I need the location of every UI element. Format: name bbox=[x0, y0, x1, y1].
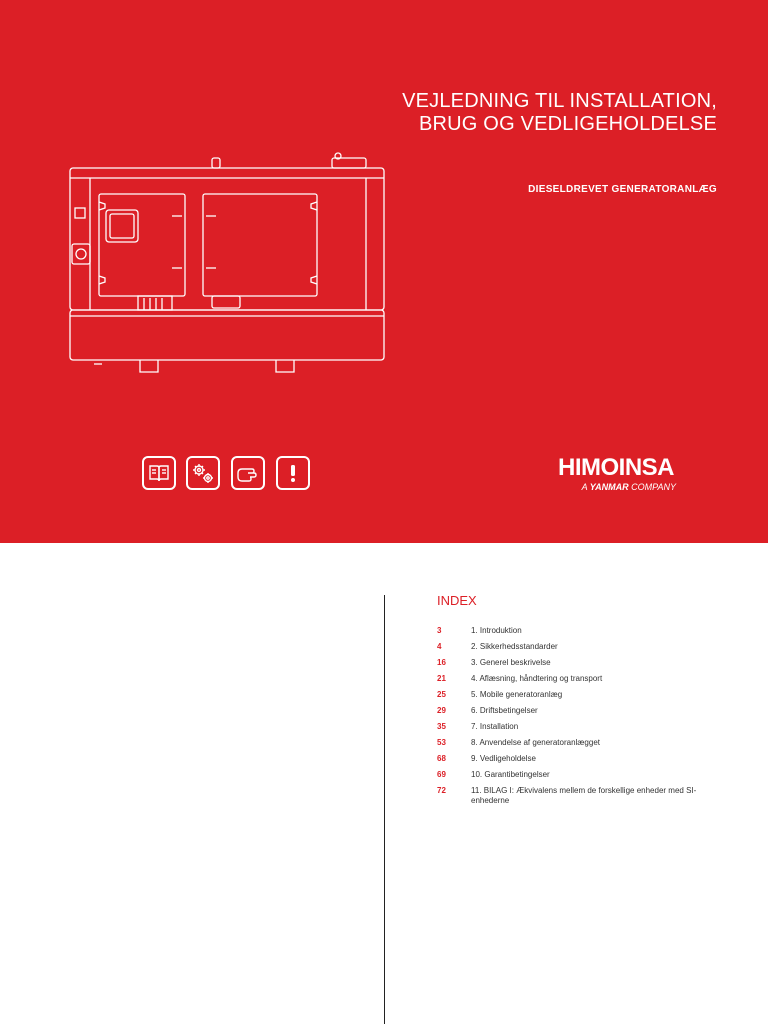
column-divider bbox=[384, 595, 385, 1024]
tagline-prefix: A bbox=[581, 482, 588, 492]
toc-label: 7. Installation bbox=[471, 722, 519, 731]
hand-pointer-icon bbox=[231, 456, 265, 490]
index-title: INDEX bbox=[437, 593, 477, 608]
generator-illustration bbox=[66, 150, 390, 378]
brand-tagline bbox=[518, 482, 676, 492]
toc-entry[interactable] bbox=[437, 770, 727, 786]
title-line-2: BRUG OG VEDLIGEHOLDELSE bbox=[418, 113, 717, 135]
toc-page-number: 4 bbox=[437, 642, 442, 651]
toc-page-number: 3 bbox=[437, 626, 442, 635]
toc-entry[interactable] bbox=[437, 754, 727, 770]
toc-entry[interactable] bbox=[437, 626, 727, 642]
tagline-brand: YANMAR bbox=[589, 482, 629, 492]
toc-entry[interactable] bbox=[437, 786, 727, 810]
toc-page-number: 35 bbox=[437, 722, 446, 731]
toc-page-number: 25 bbox=[437, 690, 446, 699]
brand-name: HIMOINSA bbox=[558, 454, 674, 481]
toc-page-number: 29 bbox=[437, 706, 446, 715]
toc-label: 11. BILAG I: Ækvivalens mellem de forskellige enheder med SI-enhederne bbox=[471, 786, 697, 805]
title-line-1: VEJLEDNING TIL INSTALLATION, bbox=[402, 90, 717, 112]
tagline-suffix: COMPANY bbox=[631, 482, 676, 492]
document-subtitle: DIESELDREVET GENERATORANLÆG bbox=[528, 184, 717, 195]
toc-label: 1. Introduktion bbox=[471, 626, 522, 635]
toc-label: 10. Garantibetingelser bbox=[471, 770, 550, 779]
toc-page-number: 21 bbox=[437, 674, 446, 683]
toc-entry[interactable] bbox=[437, 738, 727, 754]
toc-label: 4. Aflæsning, håndtering og transport bbox=[471, 674, 603, 683]
toc-page-number: 68 bbox=[437, 754, 446, 763]
manual-book-icon bbox=[142, 456, 176, 490]
toc-entry[interactable] bbox=[437, 690, 727, 706]
toc-entry[interactable] bbox=[437, 706, 727, 722]
toc-label: 5. Mobile generatoranlæg bbox=[471, 690, 563, 699]
toc-entry[interactable] bbox=[437, 674, 727, 690]
gears-icon bbox=[186, 456, 220, 490]
toc-label: 3. Generel beskrivelse bbox=[471, 658, 551, 667]
exclamation-warning-icon bbox=[276, 456, 310, 490]
document-title bbox=[402, 90, 717, 136]
toc-page-number: 69 bbox=[437, 770, 446, 779]
toc-label: 6. Driftsbetingelser bbox=[471, 706, 538, 715]
toc-entry[interactable] bbox=[437, 642, 727, 658]
table-of-contents bbox=[437, 626, 727, 810]
brand-logo bbox=[558, 454, 676, 492]
toc-label: 2. Sikkerhedsstandarder bbox=[471, 642, 558, 651]
toc-entry[interactable] bbox=[437, 658, 727, 674]
toc-page-number: 53 bbox=[437, 738, 446, 747]
toc-label: 8. Anvendelse af generatoranlægget bbox=[471, 738, 600, 747]
toc-page-number: 72 bbox=[437, 786, 446, 795]
toc-page-number: 16 bbox=[437, 658, 446, 667]
toc-entry[interactable] bbox=[437, 722, 727, 738]
toc-label: 9. Vedligeholdelse bbox=[471, 754, 536, 763]
